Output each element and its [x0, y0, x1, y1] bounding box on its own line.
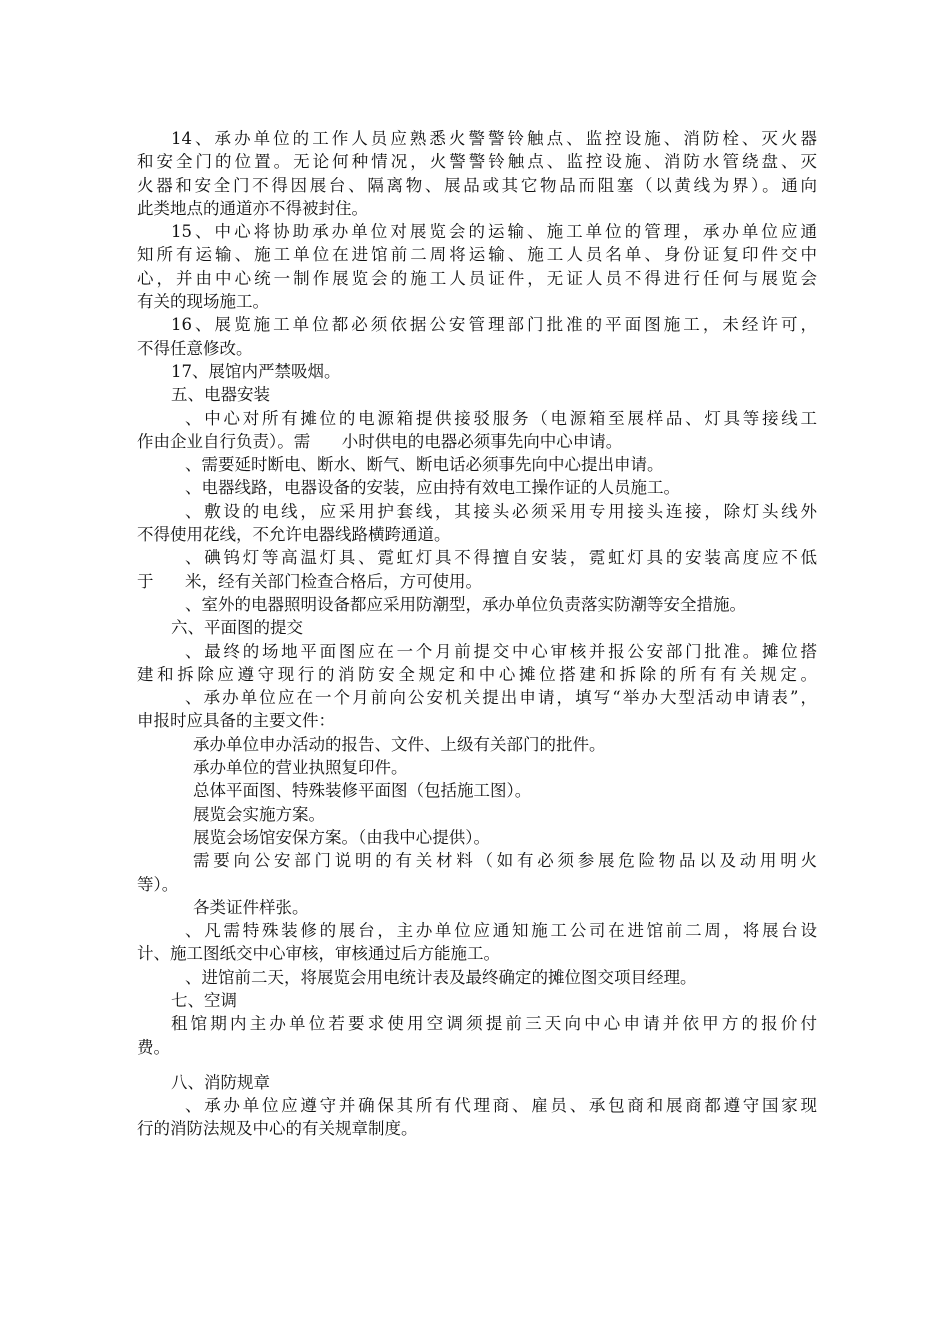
required-doc-1: 承办单位申办活动的报告、文件、上级有关部门的批件。 — [193, 734, 606, 754]
rule-15-line-1: 15、中心将协助承办单位对展览会的运输、施工单位的管理，承办单位应通 — [171, 222, 817, 242]
aircon-line-1: 租馆期内主办单位若要求使用空调须提前三天向中心申请并依甲方的报价付 — [171, 1014, 817, 1034]
electrical-item-1-line-1: 、中心对所有摊位的电源箱提供接驳服务（电源箱至展样品、灯具等接线工 — [185, 408, 817, 428]
electrical-item-2-line: 、需要延时断电、断水、断气、断电话必须事先向中心提出申请。 — [185, 455, 664, 475]
rule-15-line-3: 心，并由中心统一制作展览会的施工人员证件，无证人员不得进行任何与展览会 — [137, 268, 817, 288]
section-5-heading: 五、电器安装 — [171, 385, 270, 405]
section-6-heading: 六、平面图的提交 — [171, 618, 303, 638]
electrical-item-5-line-1: 、碘钨灯等高温灯具、霓虹灯具不得擅自安装，霓虹灯具的安装高度应不低 — [185, 548, 817, 568]
floorplan-item-4-line: 、进馆前二天，将展览会用电统计表及最终确定的摊位图交项目经理。 — [185, 967, 697, 987]
aircon-line-2: 费。 — [137, 1037, 170, 1057]
rule-17-line: 17、展馆内严禁吸烟。 — [171, 361, 341, 381]
floorplan-item-3-line-2: 计、施工图纸交中心审核，审核通过后方能施工。 — [137, 944, 500, 964]
section-8-heading: 八、消防规章 — [171, 1072, 270, 1092]
rule-16-line-2: 不得任意修改。 — [137, 338, 253, 358]
floorplan-item-1-line-2: 建和拆除应遵守现行的消防安全规定和中心摊位搭建和拆除的所有有关规定。 — [137, 664, 817, 684]
electrical-item-4-line-2: 不得使用花线，不允许电器线路横跨通道。 — [137, 525, 451, 545]
rule-14-line-4: 此类地点的通道亦不得被封住。 — [137, 198, 368, 218]
required-doc-6-line-1: 需要向公安部门说明的有关材料（如有必须参展危险物品以及动用明火 — [193, 851, 817, 871]
required-doc-3: 总体平面图、特殊装修平面图（包括施工图）。 — [193, 781, 532, 801]
section-gap — [137, 1059, 817, 1071]
rule-15-line-2: 知所有运输、施工单位在进馆前二周将运输、施工人员名单、身份证复印件交中 — [137, 245, 817, 265]
rule-14-line-3: 火器和安全门不得因展台、隔离物、展品或其它物品而阻塞（以黄线为界）。通向 — [137, 175, 817, 195]
required-doc-6-line-2: 等）。 — [137, 874, 179, 894]
rule-15-line-4: 有关的现场施工。 — [137, 292, 269, 312]
required-doc-5: 展览会场馆安保方案。（由我中心提供）。 — [193, 827, 490, 847]
floorplan-item-1-line-1: 、最终的场地平面图应在一个月前提交中心审核并报公安部门批准。摊位搭 — [185, 641, 817, 661]
floorplan-item-2-line-1: 、承办单位应在一个月前向公安机关提出申请，填写“举办大型活动申请表”， — [185, 688, 817, 708]
section-7-heading: 七、空调 — [171, 990, 237, 1010]
fire-rule-line-2: 行的消防法规及中心的有关规章制度。 — [137, 1119, 418, 1139]
required-doc-7: 各类证件样张。 — [193, 897, 309, 917]
floorplan-item-2-line-2: 申报时应具备的主要文件： — [137, 711, 335, 731]
rule-16-line-1: 16、展览施工单位都必须依据公安管理部门批准的平面图施工，未经许可， — [171, 315, 817, 335]
electrical-item-5-line-2: 于 米，经有关部门检查合格后，方可使用。 — [137, 571, 482, 591]
electrical-item-3-line: 、电器线路，电器设备的安装，应由持有效电工操作证的人员施工。 — [185, 478, 680, 498]
fire-rule-line-1: 、承办单位应遵守并确保其所有代理商、雇员、承包商和展商都遵守国家现 — [185, 1096, 817, 1116]
electrical-item-4-line-1: 、敷设的电线，应采用护套线，其接头必须采用专用接头连接，除灯头线外 — [185, 501, 817, 521]
rule-14-line-1: 14、承办单位的工作人员应熟悉火警警铃触点、监控设施、消防栓、灭火器 — [171, 129, 817, 148]
floorplan-item-3-line-1: 、凡需特殊装修的展台，主办单位应通知施工公司在进馆前二周，将展台设 — [185, 921, 817, 941]
required-doc-2: 承办单位的营业执照复印件。 — [193, 758, 408, 778]
electrical-item-1-line-2: 作由企业自行负责）。需 小时供电的电器必须事先向中心申请。 — [137, 431, 623, 451]
document-page — [137, 127, 817, 1141]
electrical-item-6-line: 、室外的电器照明设备都应采用防潮型，承办单位负责落实防潮等安全措施。 — [185, 594, 746, 614]
rule-14-line-2: 和安全门的位置。无论何种情况，火警警铃触点、监控设施、消防水管绕盘、灭 — [137, 152, 817, 172]
required-doc-4: 展览会实施方案。 — [193, 804, 325, 824]
